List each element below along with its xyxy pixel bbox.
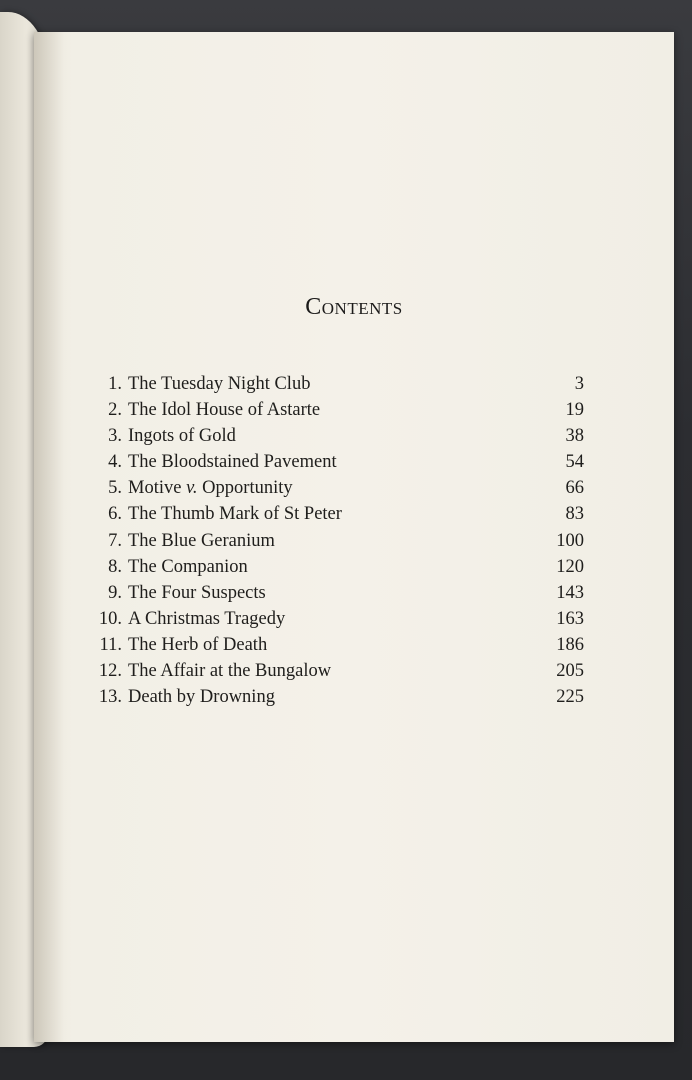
chapter-number: 4. bbox=[108, 452, 122, 473]
toc-entry bbox=[88, 452, 584, 478]
chapter-number: 9. bbox=[108, 582, 122, 603]
chapter-number: 12. bbox=[98, 661, 122, 682]
page-number: 205 bbox=[556, 661, 584, 682]
table-of-contents bbox=[88, 374, 584, 713]
page-number: 120 bbox=[556, 556, 584, 577]
chapter-title: The Idol House of Astarte bbox=[128, 400, 321, 421]
page-number: 83 bbox=[565, 504, 584, 525]
page-number: 19 bbox=[565, 400, 584, 421]
chapter-title: The Companion bbox=[128, 556, 248, 577]
chapter-title-part: Motive bbox=[128, 478, 187, 499]
chapter-number: 13. bbox=[98, 687, 122, 708]
page-number: 163 bbox=[556, 608, 584, 629]
chapter-title: The Four Suspects bbox=[128, 582, 266, 603]
page-number: 225 bbox=[556, 687, 584, 708]
chapter-title-part-italic: v. bbox=[186, 478, 198, 499]
page-number: 66 bbox=[565, 478, 584, 499]
chapter-title: The Tuesday Night Club bbox=[128, 374, 311, 394]
chapter-number: 2. bbox=[108, 400, 122, 421]
chapter-title: The Affair at the Bungalow bbox=[128, 661, 332, 682]
toc-entry bbox=[88, 583, 584, 609]
chapter-number: 7. bbox=[108, 530, 122, 551]
chapter-number: 1. bbox=[108, 374, 122, 394]
chapter-title: A Christmas Tragedy bbox=[128, 608, 286, 629]
chapter-number: 10. bbox=[98, 608, 122, 629]
chapter-number: 3. bbox=[108, 426, 122, 447]
page-number: 38 bbox=[565, 426, 584, 447]
chapter-title: The Thumb Mark of St Peter bbox=[128, 504, 342, 525]
chapter-title: The Blue Geranium bbox=[128, 530, 275, 551]
toc-entry bbox=[88, 687, 584, 713]
chapter-title bbox=[128, 478, 524, 499]
chapter-number: 11. bbox=[99, 634, 122, 655]
toc-entry bbox=[88, 426, 584, 452]
page-number: 100 bbox=[556, 530, 584, 551]
toc-entry bbox=[88, 557, 584, 583]
chapter-title: Ingots of Gold bbox=[128, 426, 236, 447]
toc-entry bbox=[88, 609, 584, 635]
toc-entry bbox=[88, 374, 584, 400]
chapter-title: The Herb of Death bbox=[128, 634, 268, 655]
toc-entry bbox=[88, 400, 584, 426]
chapter-title: Death by Drowning bbox=[128, 687, 275, 708]
page-number: 3 bbox=[574, 374, 584, 394]
chapter-number: 5. bbox=[108, 478, 122, 499]
toc-entry bbox=[88, 478, 584, 504]
chapter-title: The Bloodstained Pavement bbox=[128, 452, 337, 473]
chapter-number: 8. bbox=[108, 556, 122, 577]
toc-entry bbox=[88, 661, 584, 687]
page-number: 186 bbox=[556, 634, 584, 655]
chapter-title-part: Opportunity bbox=[197, 478, 293, 499]
contents-heading: Contents bbox=[305, 294, 403, 320]
toc-entry bbox=[88, 531, 584, 557]
page-number: 143 bbox=[556, 582, 584, 603]
toc-entry bbox=[88, 504, 584, 530]
page-number: 54 bbox=[565, 452, 584, 473]
toc-entry bbox=[88, 635, 584, 661]
chapter-number: 6. bbox=[108, 504, 122, 525]
page-gutter-shadow bbox=[34, 32, 64, 1042]
book-page bbox=[34, 32, 674, 1042]
